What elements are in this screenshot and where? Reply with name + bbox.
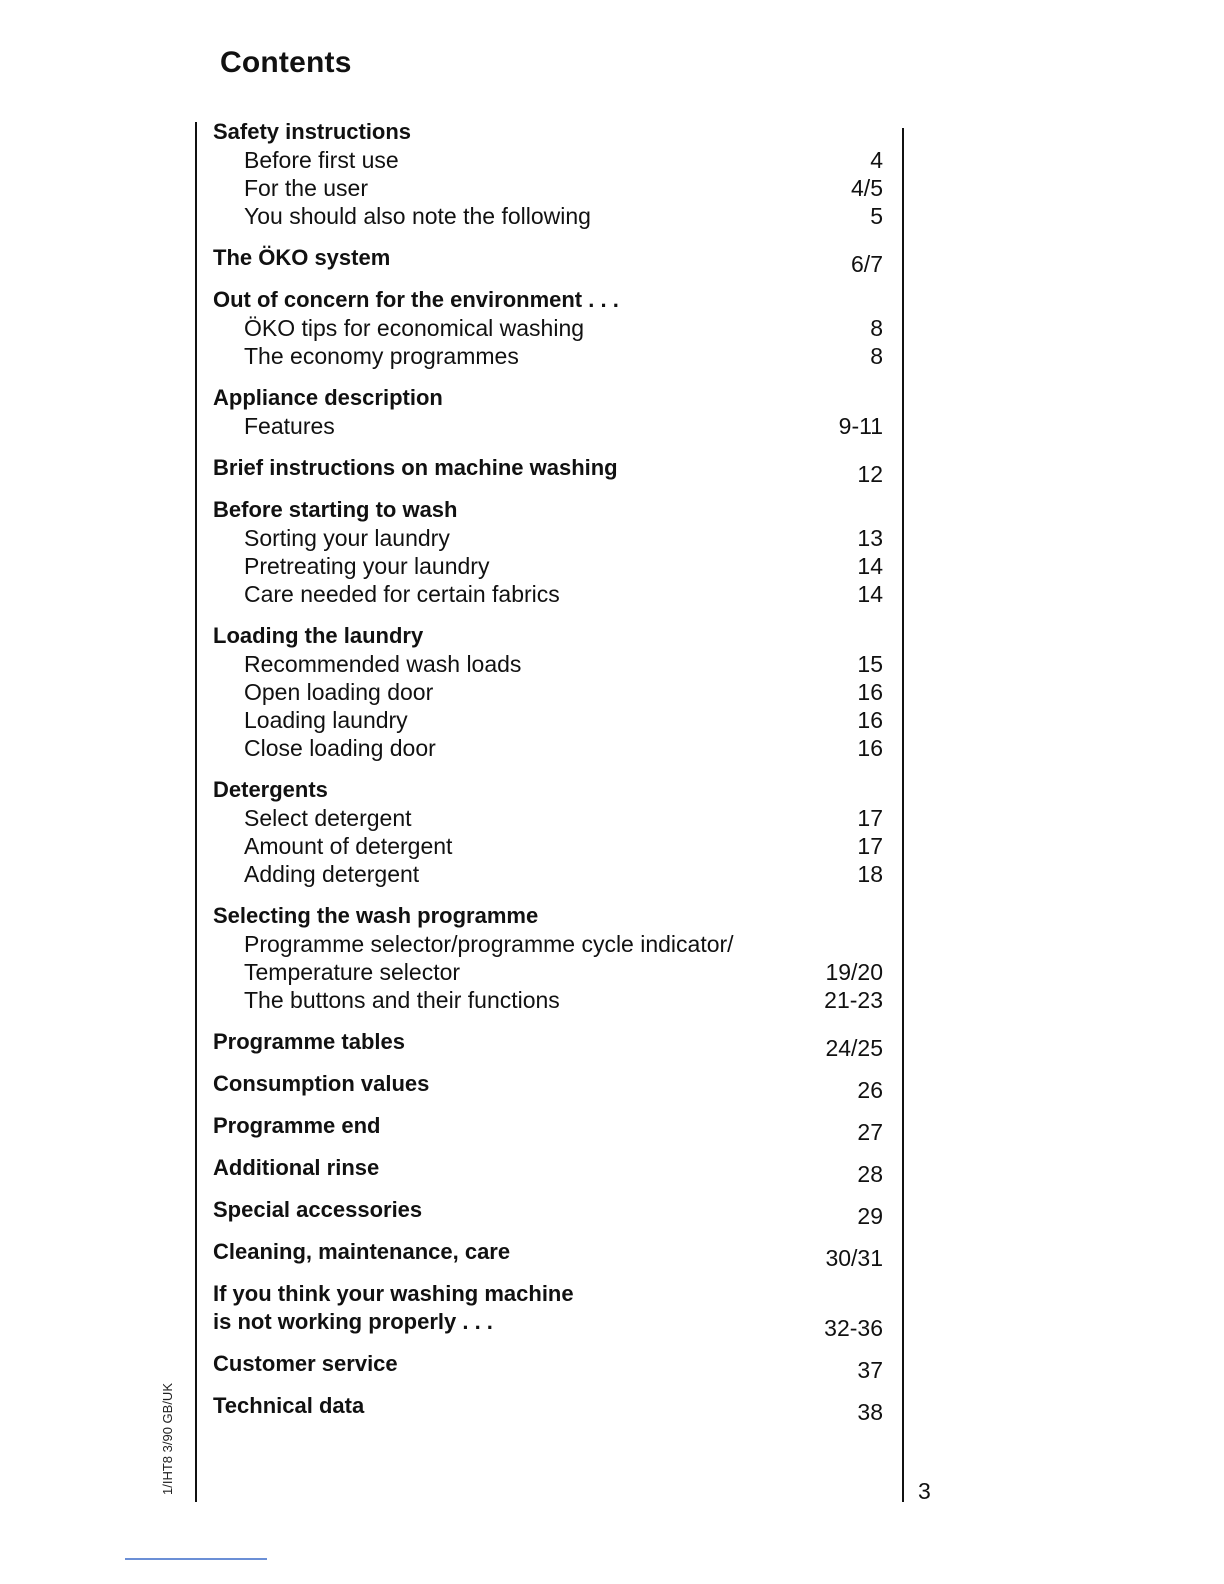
toc-entry: [213, 832, 883, 860]
toc-entry-page: 9-11: [838, 413, 883, 439]
toc-section-technical-data: [213, 1392, 883, 1425]
toc-heading-page: 27: [857, 1119, 883, 1145]
bottom-divider: [125, 1558, 267, 1560]
toc-heading-text: Appliance description: [213, 385, 443, 410]
toc-entry-page: 14: [857, 581, 883, 607]
toc-heading: [213, 496, 883, 524]
toc-heading-text: Loading the laundry: [213, 623, 424, 648]
toc-entry-page: 16: [857, 735, 883, 761]
toc-section-programme-end: [213, 1112, 883, 1145]
toc-section-cleaning-maintenance-care: [213, 1238, 883, 1271]
toc-heading: [213, 622, 883, 650]
toc-section-additional-rinse: [213, 1154, 883, 1187]
toc-section-safety-instructions: [213, 118, 883, 230]
toc-entry-page: 17: [857, 805, 883, 831]
toc-heading: [213, 1238, 883, 1271]
toc-heading: [213, 384, 883, 412]
toc-heading-text: Safety instructions: [213, 119, 412, 144]
toc-section-loading-the-laundry: [213, 622, 883, 762]
toc-heading: [213, 776, 883, 804]
toc-entry-page: 21-23: [824, 987, 883, 1013]
toc-section-the-ko-system: [213, 244, 883, 277]
toc-entry: [213, 958, 883, 986]
document-code: 1/IHT8 3/90 GB/UK: [160, 1383, 175, 1495]
toc-entry: [213, 174, 883, 202]
toc-entry-text: Before first use: [244, 147, 399, 173]
toc-entry-page: 8: [870, 343, 883, 369]
toc-heading: [213, 286, 883, 314]
toc-entry-text: Recommended wash loads: [244, 651, 522, 677]
toc-entry-page: 16: [857, 679, 883, 705]
toc-heading-text: Detergents: [213, 777, 328, 802]
toc-entry: [213, 146, 883, 174]
toc-entry-text: Close loading door: [244, 735, 436, 761]
toc-entry: [213, 860, 883, 888]
toc-entry: [213, 412, 883, 440]
toc-section-brief-instructions-on-machine-washing: [213, 454, 883, 487]
toc-entry: [213, 678, 883, 706]
toc-entry-page: 15: [857, 651, 883, 677]
toc-heading-text: Selecting the wash programme: [213, 903, 539, 928]
toc-heading: [213, 1112, 883, 1145]
toc-heading-text: Out of concern for the environment . . .: [213, 287, 619, 312]
toc-entry: [213, 342, 883, 370]
toc-heading-page: 12: [857, 461, 883, 487]
toc-heading-page: 28: [857, 1161, 883, 1187]
toc-entry-page: 18: [857, 861, 883, 887]
toc-entry-page: 14: [857, 553, 883, 579]
toc-heading-text: Technical data: [213, 1393, 365, 1418]
toc-heading-page: 30/31: [825, 1245, 883, 1271]
toc-entry-text: You should also note the following: [244, 203, 591, 229]
toc-entry-text: Care needed for certain fabrics: [244, 581, 560, 607]
toc-heading-text: Special accessories: [213, 1197, 423, 1222]
toc-heading-text: Cleaning, maintenance, care: [213, 1239, 511, 1264]
toc-section-consumption-values: [213, 1070, 883, 1103]
toc-entry-page: 19/20: [825, 959, 883, 985]
toc-entry-text: For the user: [244, 175, 368, 201]
toc-entry-text: Sorting your laundry: [244, 525, 450, 551]
toc-entry: [213, 930, 883, 958]
toc-section-special-accessories: [213, 1196, 883, 1229]
toc-entry: [213, 580, 883, 608]
toc-entry-text: The buttons and their functions: [244, 987, 560, 1013]
toc-entry-page: 8: [870, 315, 883, 341]
toc-heading-text: The ÖKO system: [213, 245, 391, 270]
toc-heading-page: 26: [857, 1077, 883, 1103]
left-rule: [195, 122, 197, 1502]
toc-heading-text: Before starting to wash: [213, 497, 458, 522]
toc-entry: [213, 650, 883, 678]
toc-heading-text: Brief instructions on machine washing: [213, 455, 618, 480]
toc-entry: [213, 524, 883, 552]
toc-heading-page: 29: [857, 1203, 883, 1229]
toc-heading-text: Programme end: [213, 1113, 381, 1138]
toc-section-customer-service: [213, 1350, 883, 1383]
toc-heading-text: If you think your washing machine: [213, 1281, 574, 1306]
toc-heading: [213, 244, 883, 277]
toc-heading-text: Additional rinse: [213, 1155, 380, 1180]
toc-heading: [213, 1350, 883, 1383]
toc-heading: [213, 454, 883, 487]
toc-entry-text: Select detergent: [244, 805, 412, 831]
toc-heading: [213, 902, 883, 930]
toc-heading: [213, 1070, 883, 1103]
toc-heading-text: Programme tables: [213, 1029, 405, 1054]
toc-heading-page: 37: [857, 1357, 883, 1383]
toc-entry: [213, 804, 883, 832]
toc-entry-text: Amount of detergent: [244, 833, 453, 859]
toc-entry-page: 16: [857, 707, 883, 733]
toc-heading: [213, 1028, 883, 1061]
toc-entry-page: 17: [857, 833, 883, 859]
toc-entry: [213, 314, 883, 342]
toc-heading-text: is not working properly . . .: [213, 1309, 493, 1334]
toc-entry-text: Open loading door: [244, 679, 434, 705]
toc-entry: [213, 734, 883, 762]
toc-heading: [213, 1280, 883, 1308]
toc-heading: [213, 1308, 883, 1341]
toc-heading-page: 32-36: [824, 1315, 883, 1341]
toc-entry-text: Features: [244, 413, 335, 439]
page-title: Contents: [220, 46, 352, 79]
page-number: 3: [918, 1478, 931, 1504]
toc-entry: [213, 552, 883, 580]
toc-section-programme-tables: [213, 1028, 883, 1061]
toc-entry-text: Adding detergent: [244, 861, 420, 887]
right-rule: [902, 128, 904, 1502]
toc-entry: [213, 986, 883, 1014]
toc-entry: [213, 706, 883, 734]
toc-section-selecting-the-wash-programme: [213, 902, 883, 1014]
toc-heading: [213, 1392, 883, 1425]
toc-entry-page: 13: [857, 525, 883, 551]
toc-section-out-of-concern-for-the-environment: [213, 286, 883, 370]
toc-heading: [213, 118, 883, 146]
toc-entry-text: Programme selector/programme cycle indicator/: [244, 931, 734, 957]
toc-section-before-starting-to-wash: [213, 496, 883, 608]
toc-heading-text: Consumption values: [213, 1071, 430, 1096]
toc-entry-page: 4/5: [851, 175, 883, 201]
toc-entry: [213, 202, 883, 230]
toc-heading: [213, 1196, 883, 1229]
toc-entry-text: Temperature selector: [244, 959, 461, 985]
toc-heading-page: 24/25: [825, 1035, 883, 1061]
toc-section-appliance-description: [213, 384, 883, 440]
toc-entry-text: Pretreating your laundry: [244, 553, 490, 579]
toc-entry-page: 4: [870, 147, 883, 173]
toc-section-detergents: [213, 776, 883, 888]
toc-section-if-you-think-your-washing-machine: [213, 1280, 883, 1341]
toc-entry-text: Loading laundry: [244, 707, 408, 733]
toc-heading-page: 38: [857, 1399, 883, 1425]
toc-heading-page: 6/7: [851, 251, 883, 277]
table-of-contents: [213, 118, 883, 1434]
toc-entry-page: 5: [870, 203, 883, 229]
toc-heading: [213, 1154, 883, 1187]
toc-entry-text: The economy programmes: [244, 343, 519, 369]
toc-heading-text: Customer service: [213, 1351, 398, 1376]
toc-entry-text: ÖKO tips for economical washing: [244, 315, 585, 341]
